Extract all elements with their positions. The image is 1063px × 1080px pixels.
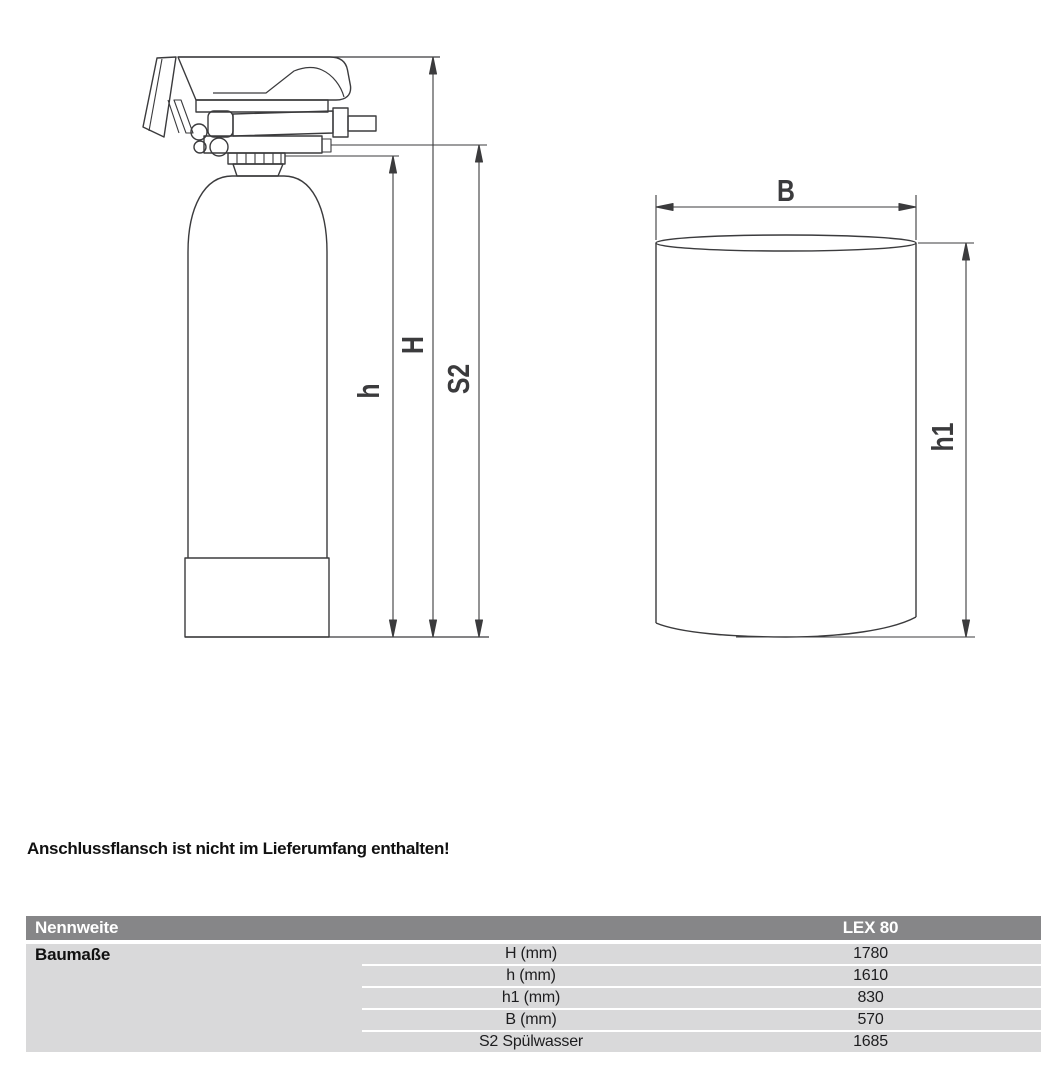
dim-label-B: B	[777, 173, 795, 208]
table-row	[362, 944, 1041, 964]
dim-label-h1: h1	[925, 422, 960, 452]
table-row	[362, 966, 1041, 986]
softener-tank-drawing	[143, 57, 489, 637]
header-nennweite: Nennweite	[35, 918, 119, 937]
row-value: 830	[857, 989, 884, 1006]
dimension-H	[395, 57, 436, 637]
row-label: h (mm)	[506, 967, 556, 984]
spec-table-body	[26, 944, 1041, 1052]
dim-label-h: h	[351, 383, 386, 399]
spec-table-header	[26, 916, 1041, 940]
row-value: 1610	[853, 967, 888, 984]
table-row	[362, 988, 1041, 1008]
group-label: Baumaße	[26, 944, 362, 1052]
row-label: H (mm)	[504, 945, 558, 962]
row-label: S2 Spülwasser	[478, 1033, 584, 1050]
dimension-h	[285, 156, 399, 637]
table-row	[362, 1010, 1041, 1030]
row-value: 570	[857, 1011, 884, 1028]
header-model: LEX 80	[842, 918, 899, 937]
row-value: 1780	[853, 945, 888, 962]
dim-label-S2: S2	[441, 363, 476, 395]
dimension-h1	[918, 243, 974, 637]
spec-table	[26, 916, 1041, 1052]
dimension-B	[656, 173, 916, 240]
row-label: h1 (mm)	[501, 989, 561, 1006]
row-label: B (mm)	[505, 1011, 557, 1028]
spec-rows	[362, 944, 1041, 1052]
dim-label-H: H	[395, 336, 430, 354]
delivery-note: Anschlussflansch ist nicht im Lieferumfang enthalten!	[27, 839, 450, 858]
row-value: 1685	[853, 1033, 888, 1050]
table-row	[362, 1032, 1041, 1052]
